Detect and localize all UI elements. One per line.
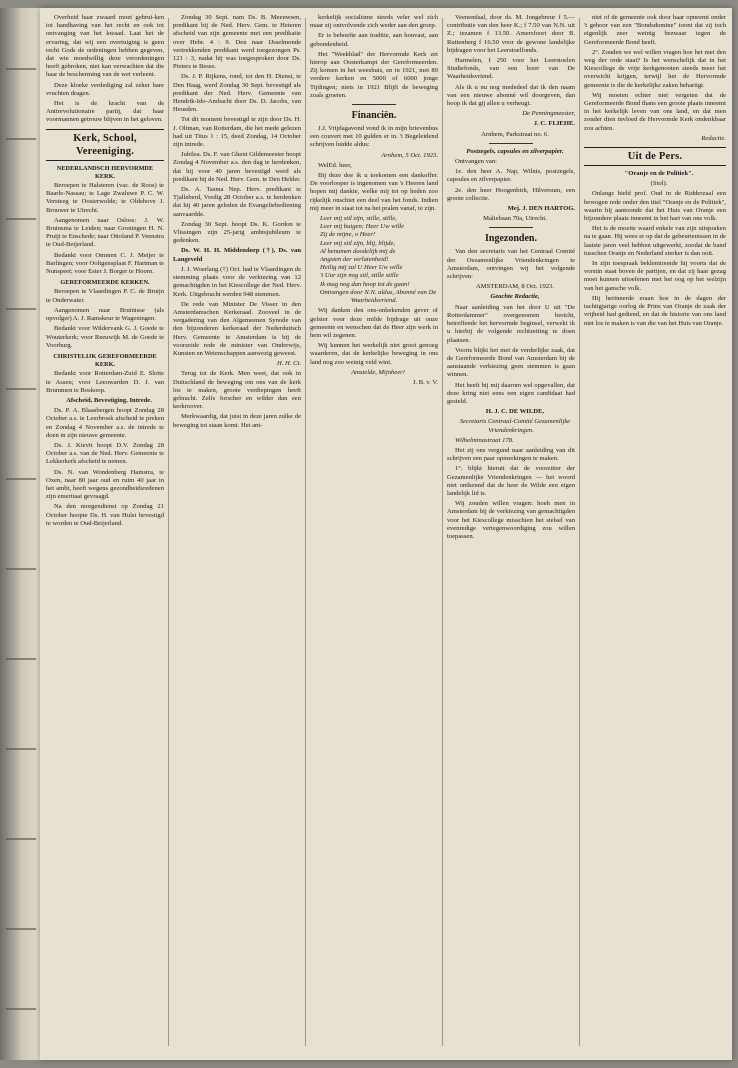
paragraph: Ontvangen van: [455,158,497,166]
paragraph: Het heeft bij mij daarom wel opgevallen, dat deze kring niet eens een eigen candidaat had gesteld. [447,381,575,405]
paragraph: Onlangs hield prof. Oud in de Ridderzaal een bewogen rede onder den titel "Oranje en de Politiek", waarin hij aantoonde dat het Huis van Oranje een bijzondere plaats inneemt in het hart van ons volk. [584,190,726,223]
paragraph: niet of de gemeente ook door haar opneemt onder 't gehoor van een "Bondsdomine" toont dat zij toch eigenlijk zeer weinig bezwaar tegen de Gereformeerde Bond heeft. [584,14,726,46]
paragraph: Bedankt voor Ommen C. J. Meijer te Barlingen; voor Ooltgensplaat F. Hartman te Nunspeet; voor Ester J. Borger te Hoorn. [46,251,164,276]
paragraph: Ds. P. A. Blaasbergen hoopt Zondag 28 October a.s. te Leerbroek afscheid te preken en Zondag 4 November a.s. de intrede te doen in zijn nieuwe gemeente. [46,407,164,439]
paragraph: Bedankt voor Rotterdam-Zuid E. Slotte te Assen; voor Leeuwarden D. J. van Brummen te Boskoop. [46,370,164,394]
poem [310,215,438,289]
section-heading-pers: Uit de Pers. [584,147,726,166]
paragraph: 2e. den heer Hoogenbirk, Hilversum, een groote collectie. [447,186,575,202]
paragraph: In zijn toespraak beklemtoonde hij voorts dat de vorstin staat boven de partijen, en dat zij haar gezag moet kunnen uitoefenen met het oog op het welzijn van het gansche volk. [584,260,726,292]
subheading-chr-geref: CHRISTELIJK GEREFORMEERDE KERK. [53,352,157,369]
paragraph: Veenendaal, door ds. M. Jongebreur f 5.— contributie van den heer K.; f 7.50 van N.N. uit Z.; tezamen f 13.50. Amersfoort door B. Ruttenberg f 16.50 voor de gewone landelijke bijdragen voor het Leerstoelfonds. [447,14,575,54]
poem-line: Leer mij stil zijn, stille, stille, [320,215,397,223]
paragraph: 1°. blijkt hieruit dat de voorzitter der Gezamenlijke Vriendenkringen — het woord niet ontkennd dat de heer de Wilde een eigen landelijk lid is. [447,465,575,497]
paragraph: Jubilea. Ds. F. van Ghent Gildemeester hoopt Zondag 4 November a.s. den dag te herdenken, dat hij voor 40 jaren bevestigd werd als predikant bij de Ned. Herv. Gem. te Den Helder. [173,151,301,183]
signature-name: H. J. C. DE WILDE, [485,408,545,416]
paragraph: Wij moeten echter niet vergeten dat de Gereformeerde Bond thans een groote plaats inneemt in het kerkelijk leven van ons land, en dat men zonder dien invloed de Hervormde Kerk ondenkbaar zou achten. [584,91,726,132]
paragraph: Het is de moeite waard enkele van zijn uitspraken na te gaan. Hij wees er op dat de gebeurtenissen in de laatste jaren veel hebben uitgewerkt, zoodat de band tusschen Oranje en Nederland sterker is dan ooit. [584,225,726,257]
paragraph: Merkwaardig, dat juist in deze jaren zulke de beweging tot staan komt. Het ant- [173,413,301,429]
article-title: "Oranje en de Politiek". [624,170,694,178]
paragraph: J.J. Vrijdagavond vond ik in mijn brievenbus een couvert met 10 gulden er in. 't Begeleidend schrijven luidde aldus: [310,125,438,149]
subheading-nh: NEDERLANDSCH HERVORMDE KERK. [56,164,154,180]
paragraph: Ds. A. Tasma Nep. Herv. predikant te Tjalleberd, Vredig 28 October a.s. te herdenken dat hij 40 jaren geleden de Evangeliebediening aanvaardde. [173,186,301,218]
signature: H. H. Ct. [277,360,301,368]
poem-line: Leer mij buigen; Heer Uw wille [320,223,405,231]
address: Maliebaan 70a, Utrecht. [483,215,547,223]
dateline: Arnhem, 5 Oct. 1923. [381,151,438,159]
paragraph: Deze kloeke verdediging zal zeker hare vruchten dragen. [46,81,164,97]
dateline: AMSTERDAM, 8 Oct. 1923. [475,283,555,291]
paragraph: Terug tot de Kerk. Men weet, dat ook in Duitschland de beweging om ons van de kerk los te maken, groote verdiepingen heeft gebracht. Zelfs forscher en wilder dan een kerkroover. [173,370,301,411]
subheading-geref: GEREFORMEERDE KERKEN. [60,279,150,287]
paragraph: Aangenomen naar Bruinisse (als opvolger) A. J. Ramskeur te Wageningen. [46,306,164,323]
section-heading-kerk: Kerk, School, Vereeniging. [46,129,164,161]
paragraph: Aangenomen naar Osloss: J. W. Bruinsma te Leiden; naar Groningen H. N. Pruijt te Enschede; naar Ottoland P. Veenstra te Oud-Beijerland. [46,216,164,249]
paragraph: Naar aanleiding van het door U uit "De Rotterdammer" overgenomen bericht, betreffende het hervormde beginsel, verwekt ik u hierbij de volgende rechtzetting te doen plaatsen. [447,303,575,344]
receipt: Ontvangen door N.N. aldus, Abonné van De Waarheidsvriend. [319,288,437,305]
paragraph: Bij deze doe ik u toekomen een dankoffer. De voorlooper is ingenomen van 's Heeren land hopen mij dankte, welke mij tot op heden zoo rijkelijk onschiet een deel van het fonds. Indien mij meer in staat tot na het pralen vanaf, te zijn. [310,172,438,212]
signature-role: Secretaris Centraal-Comité Gezamenlijke Vriendenkringen. [459,418,571,434]
paragraph: kerkelijk socialisme steeds veler wel zich maar zij ontvolvende zich weder aan den groep. [310,14,438,30]
signature: Redactie. [701,134,726,142]
poem-line: Heilig mij zal U Heer Uw wille [320,264,403,272]
paragraph: Ds. J. Kievit hoopt D.V. Zondag 28 October a.s. van de Ned. Herv. Gemeente te Lekkerkerk afscheid te nemen. [46,441,164,466]
paragraph: 1e. den heer A. Nap, Wilnis, postzegels, capsules en zilverpapier. [447,168,575,184]
subheading-afscheid: Afscheid, Bevestiging, Intrede. [66,396,152,404]
paragraph: Het is de kracht van de Antirevolutionaire partij, dat haar voormannen getrouw blijven in het geloven. [46,100,164,124]
paragraph: Hij herinnerde eraan hoe in de dagen der tachtigjarige oorlog de Prins van Oranje de zaak der vrijheid had gediend, en dat de historie van ons land niet los te maken is van die van het Huis van Oranje. [584,294,726,327]
paragraph: Beroepen te Vlaardingen P. C. de Bruijn te Onderwater. [46,288,164,304]
paragraph: Overheid haar zwaard moet gebrui-ken tot handhaving van het recht en ook tot ontvanging van het kwaad. Laat het de ervaring, dat wij een overtuiging is geen recht Gods de ordeningen hebben gegeven, dat wie moedwillig deze verordeningen heeft gebroken, niet kan verwachten dat die haar de bescherming van de wet verleent. [46,14,164,79]
poem-line: Leer mij stil zijn, blij, blijde, [320,239,396,247]
column-1 [46,14,164,1050]
signature-name: J. C. FLIEHE. [533,120,575,128]
paragraph: De rede van Minister De Visser in den Amsterdamschen Kerkeraad. Zooveel in de vergadering van den Algemeenen Synode van den bijzonderen kerkeraad der Nederduitsch Herv. Gemeente te Amsterdam is bij de voorzeide rede de minister van Onderwijs, Kunsten en Wetenschappen aanwezig geweest. [173,300,301,357]
poem-line: Angsten der verlatenheid! [320,256,389,264]
column-5 [584,14,726,1050]
section-heading-financien: Financiën. [351,110,397,122]
paragraph: 2°. Zouden we wel willen vragen hoe het met den weg der orde staat? Is het wenschelijk dat in het Kiescollege de vrije kerkgenooten steeds meer het overwicht krijgen, terwijl het de Hervormde gemeente is die de kerkelijke zaken behartigt. [584,48,726,89]
signature: J. B. v. V. [412,378,438,386]
paragraph: Het "Weekblad" der Hervormde Kerk zet hierop aan Oosterkampt der Gereformeerden. Zij komen in het weeshuis, en in 1921, met 80 verdere kerken en 5000 of 6000 jonge Tijdingen; niets in 1921 Blijft de beweging zoals groeien. [310,50,438,99]
paragraph: Bedankt voor Wildervank G. J. Goede te Wouterkerk; voor Reeuwijk M. de Goede te Voorburg. [46,325,164,349]
paragraph: Er is behoefte aan traditie, aan houvast, aan gebondenheid. [310,32,438,48]
poem-line: Al benamen doodelijk mij de [320,247,396,255]
paragraph: Wij zouden willen vragen: hoeh men in Amsterdam bij de verkiezing van gemachtigden voor het Kiescollege misschien het stelsel van evenredige vertegenwoordiging zou willen toepassen. [447,500,575,540]
column-2 [173,14,301,1050]
signature-title: De Penningmeester, [522,110,575,118]
salutation: Amstelde, Mijnheer! [351,368,405,376]
poem-line: Zij de mijne, o Heer! [320,231,376,239]
paragraph: Ds. N. van Wondenberg Hamstra, te Oxen, naar 80 jaar oud en ruim 40 jaar in het ambt, heeft wegens gezondheidsredenen zijn emeritaat gevraagd. [46,468,164,501]
paragraph: Beroepen te Halsteren (vac. de Roos) te Baarle-Nassau; te Lage Zwaluwe P. C. W. Versteeg te Oosterwolde; te Oldehove J. Brouwer te Utrecht. [46,182,164,214]
newspaper-page [40,8,732,1060]
subheading-postzegels: Postzegels, capsules en zilverpapier. [466,147,564,155]
column-4 [447,14,575,1050]
poem-line: Ik mag nog dan hoop tot de gaan! [320,280,410,288]
paragraph: Ds. J. P. Rijkens, rond, tot den H. Dienst, te Den Haag, werd Zondag 30 Sept. bevestigd als predikant der Ned. Herv. Gemeente van Hendrik-Ido-Ambacht door Ds. D. Jacobs, van Heusden. [173,73,301,114]
paragraph: Wij kunnen het werkelijk niet groot genoeg waarderen, dat de kerkelijke beweging in ons land nog zoo weinig veld wint. [310,342,438,366]
signature-name: Mej. J. DEN HARTOG. [507,205,575,213]
paragraph: J. J. Woerlang (†) Oct. had te Vlaardingen de stemming plaats voor de verkiezing van 12 gemachtigden in het Kiescollege der Ned. Herv. Kerk. Uitgebracht werden 948 stemmen. [173,265,301,298]
article-source: (Stol). [650,180,668,188]
paragraph: Zondag 30 Sept. hoopt Ds. K. Gordon te Vlissingen zijn 25-jarig ambtsjubileum te gedenken. [173,220,301,245]
page-fold-left [0,8,40,1060]
column-3 [310,14,438,1050]
paragraph: Zondag 30 Sept. nam Ds. B. Meeuwsen, predikant bij de Ned. Herv. Gem. te Heteren afscheid van zijn gemeente met een predikatie over Hebr. 4 : 9. Den naar IJsselmonde vertrekkenden predikant werd toegezongen Ps. 121 : 3, nadat hij was toegesproken door Ds. Pieters te Besse. [173,14,301,71]
salutation: WelEd. heer, [318,161,352,169]
divider [489,143,533,144]
paragraph: Als ik u nu nog mededeel dat ik den naam van een nieuwe abonné wil doorgeven, dan hoop ik dat gij allen u verheugt. [447,83,575,108]
paragraph: Tot dit moment bevestigd te zijn door Ds. H. J. Oltman, van Rotterdam, die het mede gelezen had uit Titus 1 : 15, deed Zondag, 14 October zijn intrede. [173,116,301,149]
poem-line: 't Uur zijn nog stil, stille stille [320,272,399,280]
paragraph: Van den secretaris van het Centraal Comité der Oezamenlijke Vriendenkringen te Amsterdam, ontvingen wij het volgende schrijven: [447,248,575,281]
salutation: Geachte Redactie, [490,293,540,301]
divider [489,227,533,228]
section-heading-ingezonden: Ingezonden. [485,233,537,245]
address: Arnhem, Parkstraat no. 6. [481,130,549,138]
paragraph: Het zij ons vergund naar aanleiding van dit schrijven een paar opmerkingen te maken. [447,446,575,463]
paragraph: Voorts blijkt het met de verderlijke zaak, dat de Gereformeerde Bond van Amsterdam bij de aanstaande verkiezing geen stemmen is gaan winnen. [447,346,575,379]
address: Wilhelminastraat 178. [455,436,514,444]
paragraph: Wij danken den ons-onbekenden gever of gefster voor deze milde bijdrage uit onze gemeente en wenschen dat de Heer zijn werk in hem wil zegenen. [310,307,438,339]
news-lead: Ds. W. H. H. Middendorp (†), Ds. van Langeveld [173,247,301,263]
paragraph: Na den morgendienst op Zondag 21 October hoopte Ds. H. van Hulst bevestigd te worden te Oud-Beijerland. [46,503,164,527]
paragraph: Harmelen, f 250 voor het Leerstoelen Studiefonds, van een lezer van De Waarheidsvriend. [447,57,575,81]
divider [352,104,396,105]
